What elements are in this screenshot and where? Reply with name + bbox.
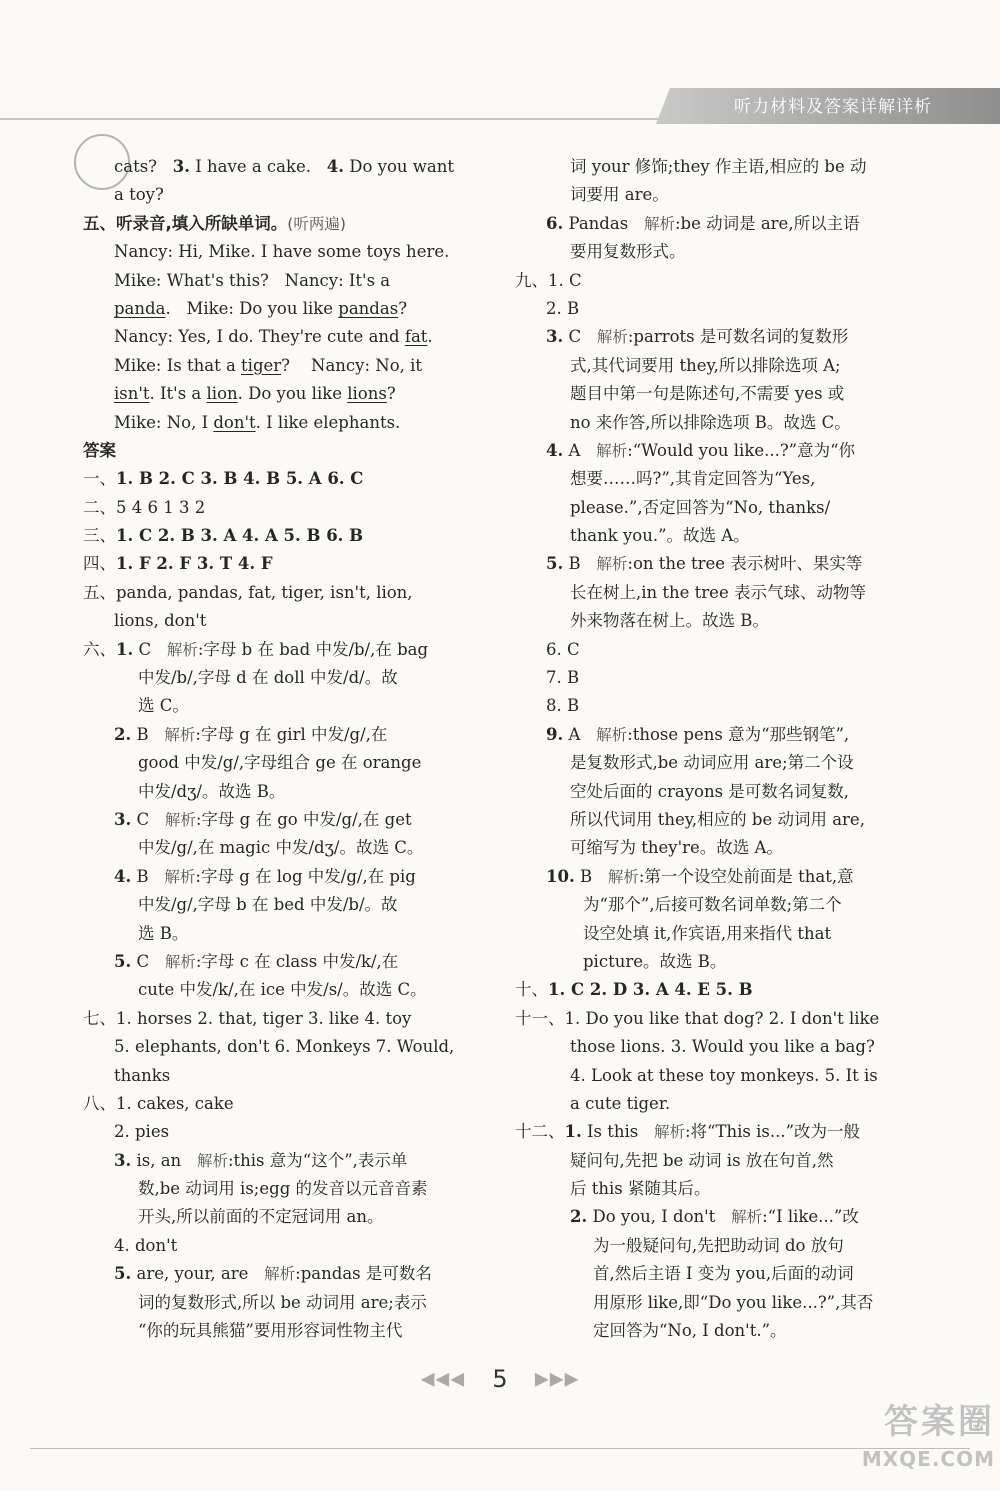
explanation-line: 要用复数形式。	[570, 242, 686, 262]
explanation-line: 想要……吗?”,其肯定回答为“Yes,	[570, 469, 816, 489]
explanation-line: 首,然后主语 I 变为 you,后面的动词	[593, 1264, 854, 1284]
explanation-line: 开头,所以前面的不定冠词用 an。	[138, 1207, 384, 1227]
explanation-label: 解析	[653, 1123, 685, 1142]
answer: C	[136, 809, 150, 829]
answer-line	[515, 323, 915, 351]
explanation-text: :be 动词是 are,所以主语	[674, 213, 860, 233]
watermark-logo-text: 答案圈	[884, 1402, 995, 1442]
answer-line	[83, 1090, 483, 1118]
explanation-line: 用原形 like,即“Do you like...?”,其否	[593, 1292, 874, 1312]
explanation-text: :those pens 意为“那些钢笔”,	[627, 724, 850, 744]
item-number: 1.	[564, 1122, 582, 1142]
right-column	[515, 153, 915, 1345]
answer: B	[136, 724, 149, 744]
explanation-line: 空处后面的 crayons 是可数名词复数,	[570, 781, 850, 801]
answer: Pandas	[568, 213, 629, 233]
explanation-line: 词 your 修饰;they 作主语,相应的 be 动	[570, 157, 867, 176]
answer: C	[136, 951, 150, 971]
item-number: 3.	[172, 157, 191, 176]
answer-line	[515, 1203, 915, 1231]
section-key: 九、	[515, 270, 548, 290]
text: Mike: Do you like	[186, 298, 334, 318]
answer-line	[83, 1260, 483, 1288]
dialogue-line	[83, 295, 483, 323]
explanation-text: :字母 b 在 bad 中发/b/,在 bag	[197, 639, 429, 659]
answer-line	[83, 721, 483, 749]
filled-word: tiger	[241, 355, 282, 375]
item-number: 2.	[114, 724, 132, 744]
explanation-line: 定回答为“No, I don't.”。	[593, 1321, 787, 1341]
answer-line	[515, 550, 915, 578]
answer: Is this	[586, 1122, 639, 1142]
answer-line: 7. B	[546, 668, 580, 688]
answer-line	[83, 579, 483, 607]
section-key: 二、	[83, 497, 116, 517]
explanation-line: 长在树上,in the tree 表示气球、动物等	[570, 582, 866, 602]
answer: A	[568, 440, 581, 460]
text: .	[165, 298, 171, 318]
text: ?	[398, 298, 408, 318]
filled-word: lions	[347, 384, 387, 404]
answer-line	[515, 210, 915, 238]
answer: C	[568, 327, 582, 347]
explanation-label: 解析	[196, 1151, 228, 1170]
explanation-line: 中发/g/,在 magic 中发/dʒ/。故选 C。	[138, 838, 424, 858]
explanation-line: 中发/g/,字母 b 在 bed 中发/b/。故	[138, 895, 398, 915]
answers-heading: 答案	[83, 440, 116, 460]
prev-arrows-icon: ◀◀◀	[420, 1368, 466, 1390]
answer-line: 2. B	[546, 298, 580, 318]
item-number: 1.	[116, 639, 134, 659]
answer: is, an	[136, 1150, 182, 1170]
answer-items: 1. Do you like that dog? 2. I don't like	[564, 1008, 880, 1028]
explanation-text: :this 意为“这个”,表示单	[227, 1150, 408, 1170]
section-key: 三、	[83, 526, 116, 546]
text: Mike: What's this?	[114, 270, 269, 290]
text: Nancy: Hi, Mike. I have some toys here.	[114, 242, 450, 262]
explanation-text: :字母 g 在 girl 中发/g/,在	[195, 724, 388, 744]
answer-line	[515, 976, 915, 1004]
explanation-line: 设空处填 it,作宾语,用来指代 that	[583, 923, 832, 943]
page-number: 5	[492, 1365, 508, 1393]
answer-items: 1. cakes, cake	[116, 1093, 234, 1113]
item-number: 4.	[114, 866, 132, 886]
dialogue-line	[83, 238, 483, 266]
answer-items: 1. horses 2. that, tiger 3. like 4. toy	[116, 1008, 412, 1028]
explanation-label: 解析	[731, 1208, 763, 1227]
item-number: 2.	[570, 1207, 588, 1227]
explanation-text: :字母 c 在 class 中发/k/,在	[195, 951, 399, 971]
section-key: 十、	[515, 980, 548, 1000]
answer: B	[568, 554, 581, 574]
answer-line: 8. B	[546, 696, 580, 716]
answer-line	[83, 1005, 483, 1033]
filled-word: panda	[114, 298, 166, 318]
explanation-line: thank you.”。故选 A。	[570, 526, 750, 546]
text: Do you want	[349, 157, 454, 176]
explanation-line: 外来物落在树上。故选 B。	[570, 611, 769, 631]
answer-line	[83, 1147, 483, 1175]
left-column	[83, 153, 483, 1345]
explanation-line: 词要用 are。	[570, 185, 669, 205]
explanation-label: 解析	[166, 640, 198, 659]
section-key: 六、	[83, 639, 116, 659]
answer-line: 6. C	[546, 639, 580, 659]
answer-line: 4. don't	[114, 1235, 178, 1255]
item-number: 6.	[546, 213, 564, 233]
item-number: 3.	[114, 809, 132, 829]
filled-word: isn't	[114, 384, 150, 404]
filled-word: pandas	[338, 298, 399, 318]
text: ?	[386, 384, 396, 404]
text: ?	[281, 355, 291, 375]
item-number: 4.	[546, 440, 564, 460]
section-key: 八、	[83, 1093, 116, 1113]
explanation-line: 可缩写为 they're。故选 A。	[570, 838, 783, 858]
section-key: 七、	[83, 1008, 116, 1028]
answer-line: thanks	[114, 1065, 171, 1085]
explanation-line: 中发/dʒ/。故选 B。	[138, 781, 286, 801]
explanation-line: good 中发/g/,字母组合 ge 在 orange	[138, 753, 422, 773]
explanation-line: 数,be 动词用 is;egg 的发音以元音音素	[138, 1179, 428, 1199]
text: cats?	[114, 157, 158, 176]
explanation-label: 解析	[596, 725, 628, 744]
footer-rule	[30, 1448, 970, 1449]
filled-word: lion	[206, 384, 238, 404]
explanation-line: “你的玩具熊猫”要用形容词性物主代	[138, 1321, 403, 1341]
answer: A	[568, 724, 581, 744]
text: . Do you like	[237, 384, 342, 404]
explanation-line: picture。故选 B。	[583, 951, 727, 971]
answer-items: 5 4 6 1 3 2	[116, 497, 206, 517]
explanation-line: 式,其代词要用 they,所以排除选项 A;	[570, 355, 841, 375]
text: .	[427, 327, 433, 347]
explanation-line: 题目中第一句是陈述句,不需要 yes 或	[570, 384, 845, 404]
answer-line: 5. elephants, don't 6. Monkeys 7. Would,	[114, 1037, 455, 1057]
explanation-label: 解析	[164, 810, 196, 829]
answer-line	[83, 806, 483, 834]
explanation-text: :字母 g 在 log 中发/g/,在 pig	[195, 866, 416, 886]
item-number: 5.	[114, 1264, 132, 1284]
answer-line	[515, 267, 915, 295]
section-key: 十一、	[515, 1008, 565, 1028]
answer-line	[83, 522, 483, 550]
answer-items: 1. C 2. B 3. A 4. A 5. B 6. B	[116, 526, 364, 546]
section-title: 五、听录音,填入所缺单词。	[83, 213, 288, 233]
answer: B	[136, 866, 149, 886]
explanation-line: 为“那个”,后接可数名词单数;第二个	[583, 895, 842, 915]
item-number: 10.	[546, 866, 575, 886]
explanation-label: 解析	[643, 214, 675, 233]
section-key: 五、	[83, 582, 116, 602]
answer: C	[138, 639, 152, 659]
text: . It's a	[149, 384, 202, 404]
item-number: 9.	[546, 724, 564, 744]
answer: are, your, are	[136, 1264, 249, 1284]
explanation-line: cute 中发/k/,在 ice 中发/s/。故选 C。	[138, 980, 427, 1000]
item-number: 5.	[114, 951, 132, 971]
text: Nancy: It's a	[284, 270, 391, 290]
answer-items: 1. F 2. F 3. T 4. F	[116, 554, 273, 574]
answer-items: 1. B 2. C 3. B 4. B 5. A 6. C	[116, 469, 364, 489]
answer: B	[579, 866, 593, 886]
answer-line	[515, 1118, 915, 1146]
page-footer	[0, 1365, 1000, 1405]
explanation-text: :parrots 是可数名词的复数形	[627, 327, 849, 347]
section-key: 一、	[83, 469, 116, 489]
explanation-text: :将“This is...”改为一般	[684, 1122, 861, 1142]
text: I have a cake.	[195, 157, 311, 176]
dialogue-line	[83, 409, 483, 437]
dialogue-line	[83, 352, 483, 380]
answer-line	[83, 948, 483, 976]
answer: Do you, I don't	[592, 1207, 716, 1227]
item-number: 5.	[546, 554, 564, 574]
answer-line	[515, 1005, 915, 1033]
dialogue-line	[83, 323, 483, 351]
explanation-line: 所以代词用 they,相应的 be 动词用 are,	[570, 809, 865, 829]
explanation-text: :字母 g 在 go 中发/g/,在 get	[195, 809, 412, 829]
answer-line: a cute tiger.	[570, 1093, 671, 1113]
next-arrows-icon: ▶▶▶	[534, 1368, 580, 1390]
explanation-line: 选 C。	[138, 696, 189, 716]
explanation-line: 后 this 紧随其后。	[570, 1179, 711, 1199]
answer-line	[83, 465, 483, 493]
explanation-label: 解析	[164, 952, 196, 971]
filled-word: don't	[213, 412, 256, 432]
explanation-line: no 来作答,所以排除选项 B。故选 C。	[570, 412, 851, 432]
answer-items: panda, pandas, fat, tiger, isn't, lion,	[116, 582, 413, 602]
section-note: (听两遍)	[287, 214, 346, 233]
dialogue-line	[83, 380, 483, 408]
line	[83, 153, 483, 181]
text: Mike: No, I	[114, 412, 209, 432]
answer-line: 4. Look at these toy monkeys. 5. It is	[570, 1065, 878, 1085]
answer-line: those lions. 3. Would you like a bag?	[570, 1037, 875, 1057]
dialogue-line	[83, 267, 483, 295]
item-number: 3.	[114, 1150, 132, 1170]
section-key: 四、	[83, 554, 116, 574]
page-header-title: 听力材料及答案详解详析	[734, 97, 932, 117]
explanation-line: 中发/b/,字母 d 在 doll 中发/d/。故	[138, 668, 398, 688]
explanation-label: 解析	[596, 555, 628, 574]
answer-line: lions, don't	[114, 611, 207, 631]
answer-line	[83, 494, 483, 522]
item-number: 3.	[546, 327, 564, 347]
answer-line	[515, 437, 915, 465]
explanation-text: :“I like...”改	[762, 1207, 859, 1227]
explanation-text: :第一个设空处前面是 that,意	[638, 866, 854, 886]
filled-word: fat	[404, 327, 428, 347]
explanation-label: 解析	[164, 725, 196, 744]
answer-items: 1. C	[548, 270, 582, 290]
explanation-label: 解析	[264, 1265, 296, 1284]
watermark-logo	[835, 1400, 995, 1486]
explanation-line: 是复数形式,be 动词应用 are;第二个设	[570, 753, 854, 773]
answer-line	[83, 550, 483, 578]
answer-line	[83, 636, 483, 664]
answer-line	[515, 863, 915, 891]
explanation-line: 为一般疑问句,先把助动词 do 放句	[593, 1235, 844, 1255]
explanation-line: 选 B。	[138, 923, 189, 943]
answer-items: 1. C 2. D 3. A 4. E 5. B	[548, 980, 753, 1000]
answer-line: 2. pies	[114, 1122, 170, 1142]
explanation-label: 解析	[596, 441, 628, 460]
answer-line	[83, 863, 483, 891]
watermark-site: MXQE.COM	[861, 1447, 995, 1471]
section-heading	[83, 210, 483, 238]
explanation-label: 解析	[607, 867, 639, 886]
text: Mike: Is that a	[114, 355, 236, 375]
answer-line	[515, 721, 915, 749]
text: Nancy: No, it	[311, 355, 423, 375]
explanation-text: :“Would you like...?”意为“你	[627, 440, 856, 460]
explanation-text: :on the tree 表示树叶、果实等	[627, 554, 863, 574]
explanation-label: 解析	[164, 867, 196, 886]
explanation-text: :pandas 是可数名	[295, 1264, 432, 1284]
section-key: 十二、	[515, 1122, 565, 1142]
explanation-label: 解析	[596, 328, 628, 347]
explanation-line: please.”,否定回答为“No, thanks/	[570, 497, 831, 517]
explanation-line: 词的复数形式,所以 be 动词用 are;表示	[138, 1292, 427, 1312]
line: a toy?	[114, 185, 164, 205]
text: . I like elephants.	[255, 412, 401, 432]
text: Nancy: Yes, I do. They're cute and	[114, 327, 400, 347]
item-number: 4.	[326, 157, 344, 176]
explanation-line: 疑问句,先把 be 动词 is 放在句首,然	[570, 1150, 834, 1170]
